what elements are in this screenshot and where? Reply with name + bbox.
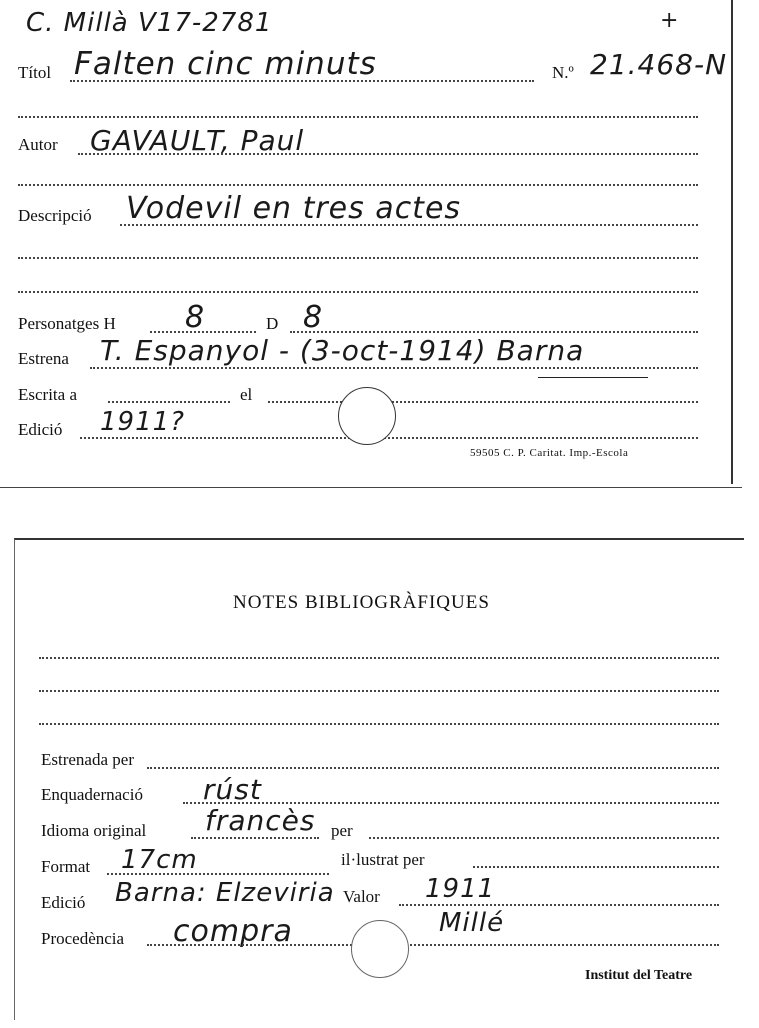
estrena-line — [90, 367, 698, 369]
blank-line — [18, 184, 698, 186]
titol-line — [70, 80, 534, 82]
numero-label: N.º — [552, 63, 574, 82]
escrita-el-label: el — [240, 385, 253, 404]
catalog-note: C. Millà V17-2781 — [26, 8, 273, 38]
autor-value: GAVAULT, Paul — [90, 124, 305, 157]
personatges-label: Personatges H — [18, 314, 116, 333]
idioma-per-label: per — [331, 821, 353, 840]
punch-hole — [338, 387, 396, 445]
catalog-card-front — [0, 0, 733, 484]
personatges-h-value: 8 — [185, 300, 206, 335]
idioma-value: francès — [205, 804, 316, 837]
descripcio-line — [120, 224, 698, 226]
edicio-label: Edició — [18, 420, 63, 439]
personatges-h-line — [150, 331, 256, 333]
estrena-underline — [538, 377, 648, 378]
notes-line — [39, 657, 719, 659]
numero-value: 21.468-N — [590, 48, 728, 81]
blank-line — [18, 257, 698, 259]
idioma-label: Idioma original — [41, 821, 147, 840]
blank-line — [18, 116, 698, 118]
catalog-card-back — [14, 538, 744, 1020]
enquadernacio-label: Enquadernació — [41, 785, 143, 804]
autor-label: Autor — [18, 135, 58, 154]
format-value: 17cm — [121, 845, 198, 875]
card-divider-line — [0, 487, 742, 488]
estrena-value: T. Espanyol - (3-oct-1914) Barna — [100, 334, 585, 367]
valor-label: Valor — [343, 887, 380, 906]
idioma-line — [191, 837, 319, 839]
escrita-label: Escrita a — [18, 385, 77, 404]
edicio-line — [80, 437, 698, 439]
procedencia-value: compra — [173, 914, 293, 949]
descripcio-label: Descripció — [18, 206, 92, 225]
idioma-per-line — [369, 837, 719, 839]
titol-label: Títol — [18, 63, 52, 82]
format-line — [107, 873, 329, 875]
personatges-d-value: 8 — [303, 300, 324, 335]
valor-line — [399, 904, 719, 906]
edicio-value: 1911? — [100, 407, 185, 437]
institution-stamp: Institut del Teatre — [585, 968, 693, 983]
plus-mark: + — [660, 8, 680, 33]
estrena-label: Estrena — [18, 349, 69, 368]
edicio-back-label: Edició — [41, 893, 86, 912]
illustrat-line — [473, 866, 719, 868]
autor-line — [78, 153, 698, 155]
procedencia-line — [147, 944, 719, 946]
procedencia-extra: Millé — [439, 908, 505, 938]
punch-hole — [351, 920, 409, 978]
valor-value: 1911 — [425, 874, 496, 904]
estrenada-label: Estrenada per — [41, 750, 134, 769]
titol-value: Falten cinc minuts — [74, 46, 377, 82]
blank-line — [18, 291, 698, 293]
personatges-d-label: D — [266, 314, 279, 333]
illustrat-label: il·lustrat per — [341, 850, 425, 869]
estrenada-line — [147, 767, 719, 769]
format-label: Format — [41, 857, 91, 876]
personatges-d-line — [290, 331, 698, 333]
edicio-back-value: Barna: Elzeviria — [115, 878, 335, 908]
notes-line — [39, 690, 719, 692]
printer-imprint: 59505 C. P. Caritat. Imp.-Escola — [470, 447, 629, 459]
enquadernacio-value: rúst — [203, 773, 262, 806]
notes-heading: NOTES BIBLIOGRÀFIQUES — [233, 592, 490, 613]
notes-line — [39, 723, 719, 725]
descripcio-value: Vodevil en tres actes — [126, 191, 462, 226]
escrita-line — [108, 401, 230, 403]
escrita-el-line — [268, 401, 698, 403]
procedencia-label: Procedència — [41, 929, 125, 948]
